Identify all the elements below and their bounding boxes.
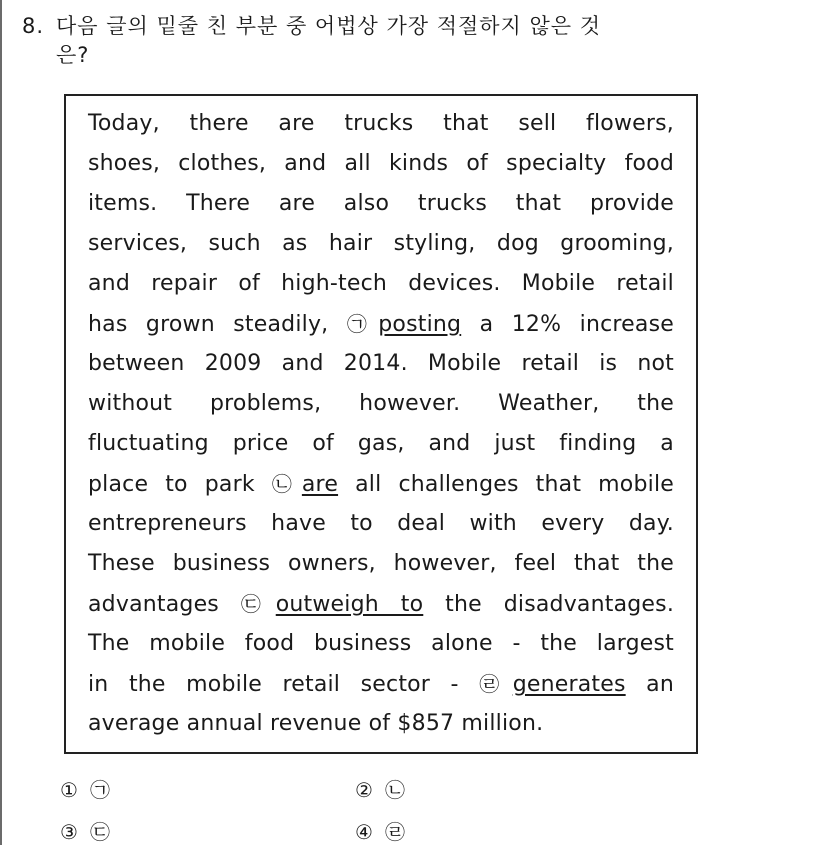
marker-a: ㉠ bbox=[346, 312, 379, 336]
choice-label: ㉡ bbox=[385, 778, 405, 802]
choice-number: ① bbox=[60, 778, 78, 802]
choice-number: ② bbox=[355, 778, 373, 802]
choice-1[interactable] bbox=[60, 774, 110, 803]
passage-line bbox=[88, 304, 674, 344]
text-run: place to park bbox=[88, 472, 272, 497]
marker-b: ㉡ bbox=[271, 472, 302, 496]
marker-c: ㉢ bbox=[240, 592, 276, 616]
question-number: 8. bbox=[22, 14, 45, 38]
choice-2[interactable] bbox=[355, 774, 405, 803]
passage-line: Today, there are trucks that sell flowers, bbox=[88, 111, 674, 136]
passage-line: between 2009 and 2014. Mobile retail is not bbox=[88, 351, 674, 376]
question-text-line1: 다음 글의 밑줄 친 부분 중 어법상 가장 적절하지 않은 것 bbox=[56, 14, 602, 38]
choice-number: ④ bbox=[355, 820, 373, 844]
passage-line: entrepreneurs have to deal with every day. bbox=[88, 511, 674, 536]
text-run: an bbox=[625, 672, 674, 697]
passage-text bbox=[88, 104, 674, 744]
passage-line bbox=[88, 464, 674, 504]
underlined-b: are bbox=[301, 472, 339, 497]
text-run: in the mobile retail sector - bbox=[88, 672, 480, 697]
text-run: a 12% increase bbox=[461, 312, 674, 337]
passage-line: services, such as hair styling, dog grooming, bbox=[88, 231, 674, 256]
passage-line bbox=[88, 584, 674, 624]
passage-line: shoes, clothes, and all kinds of specialty food bbox=[88, 151, 674, 176]
text-run: the disadvantages. bbox=[423, 592, 675, 617]
passage-line: average annual revenue of $857 million. bbox=[88, 711, 544, 736]
passage-line: and repair of high-tech devices. Mobile retail bbox=[88, 271, 674, 296]
underlined-d: generates bbox=[512, 672, 626, 697]
passage-line: items. There are also trucks that provide bbox=[88, 191, 674, 216]
marker-d: ㉣ bbox=[479, 672, 513, 696]
passage-line: These business owners, however, feel that the bbox=[88, 551, 674, 576]
question-stem bbox=[22, 12, 742, 70]
underlined-a: posting bbox=[378, 312, 462, 337]
text-run: advantages bbox=[88, 592, 241, 617]
passage-line: fluctuating price of gas, and just finding a bbox=[88, 431, 674, 456]
choice-label: ㉠ bbox=[90, 778, 110, 802]
choice-4[interactable] bbox=[355, 816, 405, 845]
text-run: has grown steadily, bbox=[88, 312, 347, 337]
text-run: all challenges that mobile bbox=[338, 472, 674, 497]
choice-3[interactable] bbox=[60, 816, 110, 845]
left-margin-rule bbox=[0, 0, 2, 845]
passage-line: without problems, however. Weather, the bbox=[88, 391, 674, 416]
passage-line: The mobile food business alone - the largest bbox=[88, 631, 674, 656]
choice-label: ㉢ bbox=[90, 820, 110, 844]
passage-line bbox=[88, 664, 674, 704]
question-text-line2: 은? bbox=[56, 43, 90, 67]
choice-label: ㉣ bbox=[385, 820, 405, 844]
choice-number: ③ bbox=[60, 820, 78, 844]
underlined-c: outweigh to bbox=[275, 592, 424, 617]
